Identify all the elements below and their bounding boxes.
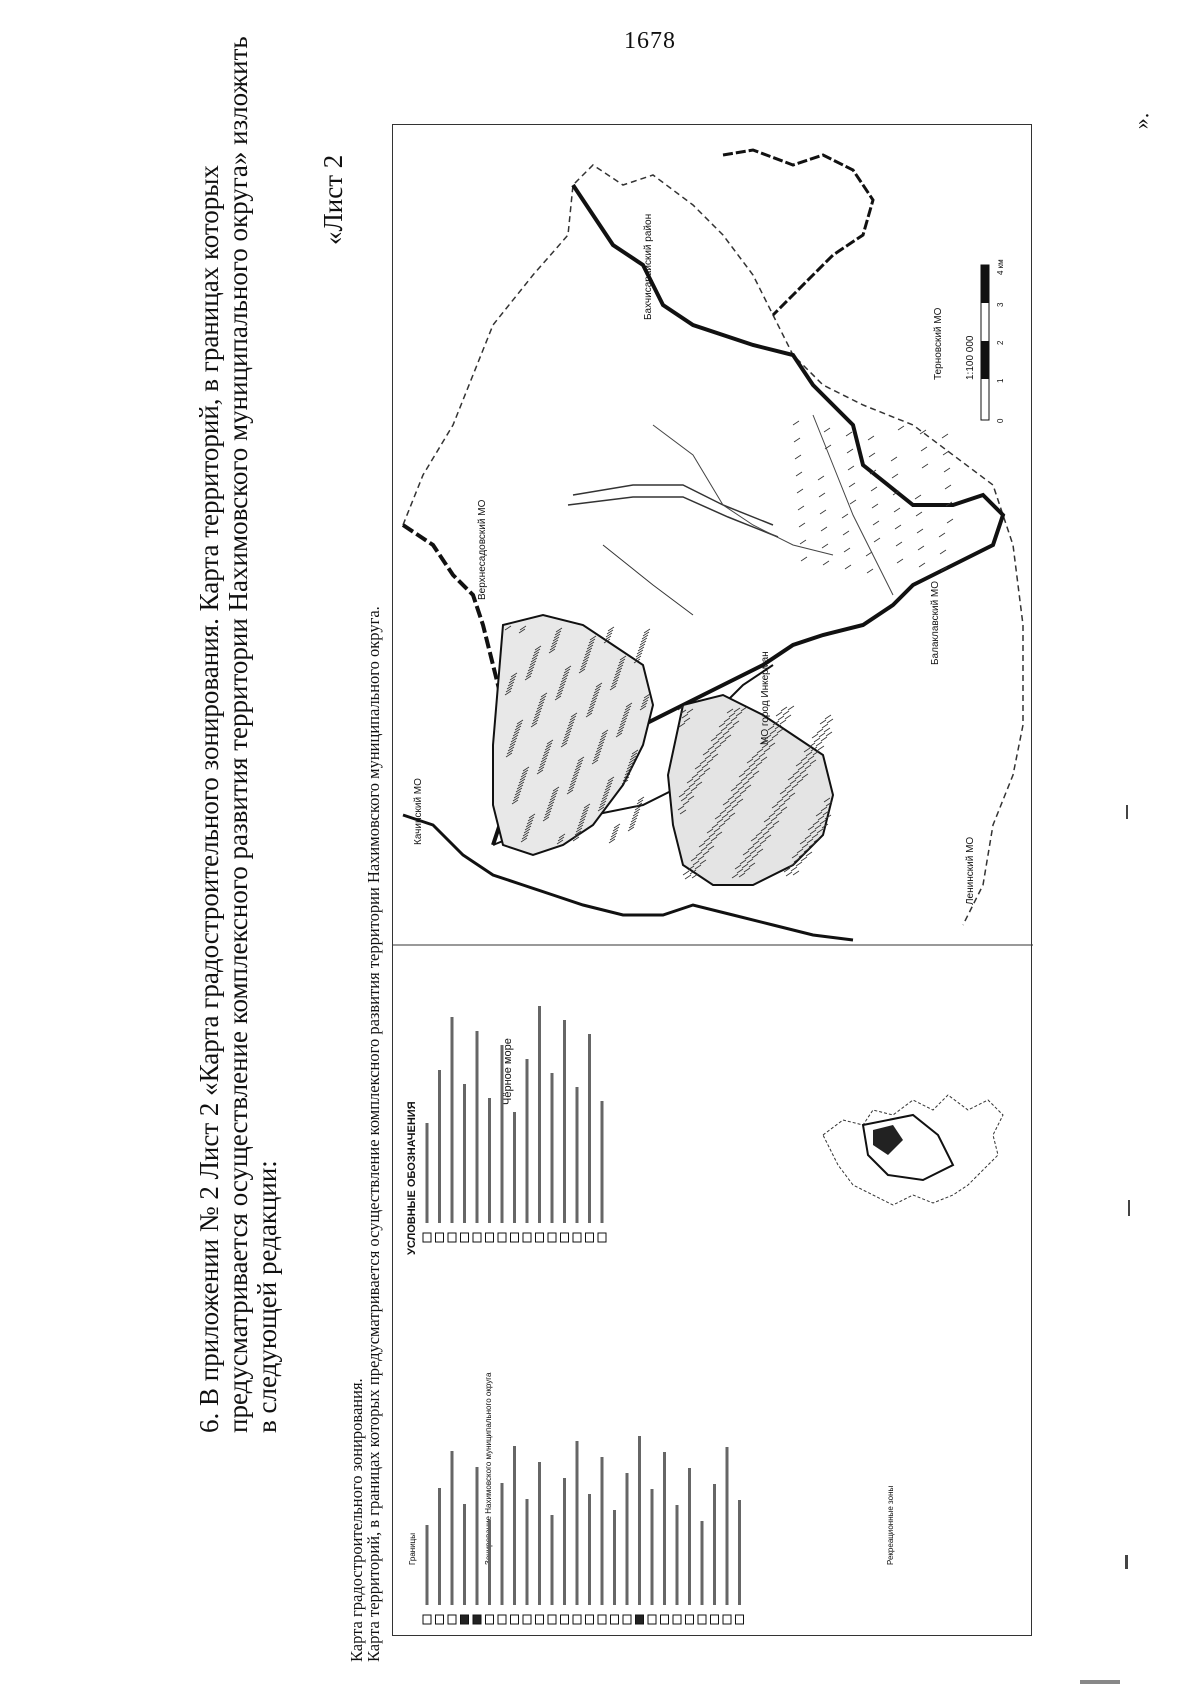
sheet-label: «Лист 2 xyxy=(318,154,348,245)
hatch-mark xyxy=(918,546,924,550)
hatch-mark xyxy=(869,453,875,457)
hatch-mark xyxy=(783,711,789,715)
legend-swatch xyxy=(711,1615,719,1624)
hatch-mark xyxy=(801,557,807,561)
scale-tick-0: 0 xyxy=(996,418,1005,423)
hatch-mark xyxy=(921,447,927,451)
legend-swatch xyxy=(436,1615,444,1624)
hatch-mark xyxy=(919,563,925,567)
hatch-mark xyxy=(821,527,827,531)
hatch-mark xyxy=(824,728,830,732)
legend-swatch xyxy=(723,1615,731,1624)
inset-overview-map xyxy=(823,1095,1003,1205)
hatch-mark xyxy=(800,540,806,544)
hatch-mark xyxy=(849,483,855,487)
hatch-mark xyxy=(922,464,928,468)
hatch-mark xyxy=(820,510,826,514)
map-drawing xyxy=(393,125,1033,1637)
map-caption-line-1: Карта градостроительного зонирования. xyxy=(347,1378,366,1662)
hatch-mark xyxy=(786,872,792,876)
hatch-mark xyxy=(872,504,878,508)
hatch-mark xyxy=(896,542,902,546)
hatch-mark xyxy=(819,493,825,497)
hatch-mark xyxy=(793,421,799,425)
hatch-mark xyxy=(781,707,787,711)
road-3 xyxy=(603,545,693,615)
hatch-mark xyxy=(816,742,822,746)
legend-swatch xyxy=(561,1615,569,1624)
road-2 xyxy=(568,497,778,537)
hatch-mark xyxy=(873,521,879,525)
hatch-mark xyxy=(940,550,946,554)
label-balaklavsky: Балаклавский МО xyxy=(930,580,941,665)
legend-swatch xyxy=(573,1615,581,1624)
legend-swatch xyxy=(661,1615,669,1624)
legend-swatch xyxy=(498,1615,506,1624)
hatch-mark xyxy=(827,719,833,723)
label-leninsky: Ленинский МО xyxy=(965,836,976,905)
hatch-mark xyxy=(780,720,786,724)
hatch-mark xyxy=(843,531,849,535)
hatch-mark xyxy=(867,569,873,573)
east-zone-marks xyxy=(793,421,953,573)
legend-swatch xyxy=(486,1233,494,1242)
hatch-mark xyxy=(944,468,950,472)
hatch-mark xyxy=(776,712,782,716)
hatch-mark xyxy=(874,538,880,542)
internal-division-1 xyxy=(653,425,833,555)
legend-swatch xyxy=(473,1615,481,1624)
hatch-mark xyxy=(842,514,848,518)
hatch-mark xyxy=(692,874,698,878)
hatch-mark xyxy=(817,729,823,733)
legend-swatch xyxy=(448,1233,456,1242)
legend-section-zoning: Зонирование Нахимовского муниципального округа xyxy=(484,1372,493,1565)
hatch-mark xyxy=(814,738,820,742)
legend-swatch xyxy=(423,1233,431,1242)
legend-swatch xyxy=(536,1233,544,1242)
intro-line-1: 6. В приложении № 2 Лист 2 «Карта градостроительного зонирования. Карта территорий, в границах которых xyxy=(194,165,224,1433)
hatch-mark xyxy=(866,552,872,556)
hatch-mark xyxy=(891,457,897,461)
hatch-mark xyxy=(819,733,825,737)
hatch-mark xyxy=(943,451,949,455)
label-ternovsky: Терновский МО xyxy=(933,307,944,380)
label-black-sea: Чёрное море xyxy=(502,1038,514,1105)
scan-speck xyxy=(1080,1680,1120,1684)
hatch-mark xyxy=(806,852,812,856)
legend-swatch xyxy=(423,1615,431,1624)
intro-paragraph xyxy=(195,36,282,1433)
legend-swatch xyxy=(511,1615,519,1624)
bakhchisaray-boundary xyxy=(723,150,873,315)
hatch-mark xyxy=(796,862,802,866)
legend-swatch xyxy=(448,1615,456,1624)
scale-tick-2: 2 xyxy=(996,340,1005,345)
scan-speck xyxy=(1128,1200,1130,1216)
hatch-mark xyxy=(683,871,689,875)
hatch-mark xyxy=(798,506,804,510)
hatch-mark xyxy=(685,875,691,879)
legend-swatch xyxy=(586,1615,594,1624)
intro-line-3: в следующей редакции: xyxy=(252,1160,282,1433)
legend-swatch xyxy=(486,1615,494,1624)
hatch-mark xyxy=(795,455,801,459)
map-caption xyxy=(348,606,382,1662)
scale-tick-3: 3 xyxy=(996,302,1005,307)
legend-swatch xyxy=(623,1615,631,1624)
legend-title: УСЛОВНЫЕ ОБОЗНАЧЕНИЯ xyxy=(406,1101,418,1255)
hatch-mark xyxy=(898,426,904,430)
hatch-mark xyxy=(826,732,832,736)
legend-swatch xyxy=(548,1615,556,1624)
legend-swatch xyxy=(561,1233,569,1242)
hatch-mark xyxy=(917,529,923,533)
legend-swatch xyxy=(586,1233,594,1242)
legend-swatch xyxy=(648,1615,656,1624)
zoning-map xyxy=(392,124,1032,1636)
hatch-mark xyxy=(809,743,815,747)
legend-swatch xyxy=(461,1233,469,1242)
hatch-mark xyxy=(897,559,903,563)
intro-line-2: предусматривается осуществление комплексного развития территории Нахимовского муниципального округа» изложить xyxy=(223,36,253,1433)
scale-tick-4: 4 км xyxy=(996,259,1005,275)
hatch-mark xyxy=(818,476,824,480)
legend-swatch xyxy=(573,1233,581,1242)
scale-tick-1: 1 xyxy=(996,378,1005,383)
label-bakhchisaray: Бахчисарайский район xyxy=(643,213,654,320)
legend-swatch xyxy=(523,1233,531,1242)
hatch-mark xyxy=(850,500,856,504)
hatch-mark xyxy=(916,512,922,516)
legend-swatch xyxy=(598,1615,606,1624)
hatch-mark xyxy=(945,485,951,489)
scale-bar xyxy=(981,259,1005,423)
hatch-mark xyxy=(821,737,827,741)
legend-swatch xyxy=(511,1233,519,1242)
page-number: 1678 xyxy=(624,28,676,54)
closing-quote: ». xyxy=(1128,112,1154,130)
hatch-mark xyxy=(846,432,852,436)
hatch-mark xyxy=(812,734,818,738)
hatch-mark xyxy=(796,472,802,476)
legend-swatches-middle xyxy=(423,1233,606,1242)
legend-swatch xyxy=(548,1233,556,1242)
legend-swatch xyxy=(436,1233,444,1242)
hatch-mark xyxy=(822,724,828,728)
hatch-mark xyxy=(844,548,850,552)
legend-swatch xyxy=(736,1615,744,1624)
hatch-mark xyxy=(793,871,799,875)
hatch-mark xyxy=(794,438,800,442)
legend-swatch xyxy=(461,1615,469,1624)
legend-swatch xyxy=(686,1615,694,1624)
hatch-mark xyxy=(822,544,828,548)
hatch-mark xyxy=(942,434,948,438)
hatch-mark xyxy=(845,565,851,569)
legend-swatch xyxy=(536,1615,544,1624)
legend-swatch xyxy=(498,1233,506,1242)
hatch-mark xyxy=(801,857,807,861)
hatch-mark xyxy=(791,867,797,871)
legend-swatch xyxy=(673,1615,681,1624)
label-kachinsky: Качинский МО xyxy=(413,778,424,845)
hatch-mark xyxy=(799,523,805,527)
hatch-mark xyxy=(797,489,803,493)
label-verkhnesadovsky: Верхнесадовский МО xyxy=(477,499,488,600)
scan-speck xyxy=(1126,805,1128,819)
hatch-mark xyxy=(868,436,874,440)
legend-swatches-left xyxy=(423,1615,744,1624)
hatch-mark xyxy=(847,449,853,453)
hatch-mark xyxy=(818,746,824,750)
scale-text: 1:100 000 xyxy=(965,335,976,380)
hatch-mark xyxy=(848,466,854,470)
hatch-mark xyxy=(892,474,898,478)
internal-division-2 xyxy=(813,415,893,595)
road-1 xyxy=(573,485,773,525)
hatch-mark xyxy=(823,561,829,565)
legend-entry-lines xyxy=(427,1006,740,1605)
legend-swatch xyxy=(523,1615,531,1624)
hatch-mark xyxy=(939,533,945,537)
hatch-mark xyxy=(895,525,901,529)
urban-zone xyxy=(493,615,653,855)
hatch-mark xyxy=(894,508,900,512)
hatch-mark xyxy=(785,715,791,719)
legend-swatch xyxy=(473,1233,481,1242)
map-caption-line-2: Карта территорий, в границах которых предусматривается осуществление комплексного развития территории Нахимовского муниципального округа. xyxy=(364,606,383,1662)
hatch-mark xyxy=(788,706,794,710)
legend-swatch xyxy=(636,1615,644,1624)
hatch-mark xyxy=(915,495,921,499)
hatch-mark xyxy=(825,715,831,719)
label-inkerman: МО город Инкерман xyxy=(760,651,771,745)
hatch-mark xyxy=(871,487,877,491)
legend-swatch xyxy=(611,1615,619,1624)
scan-speck xyxy=(1125,1555,1128,1569)
hatch-mark xyxy=(820,720,826,724)
legend-section-recreation: Рекреационные зоны xyxy=(886,1485,895,1565)
legend-swatch xyxy=(698,1615,706,1624)
hatch-mark xyxy=(824,428,830,432)
hatch-mark xyxy=(778,716,784,720)
legend-section-borders: Границы xyxy=(408,1533,417,1565)
hatch-mark xyxy=(947,519,953,523)
legend-swatch xyxy=(598,1233,606,1242)
